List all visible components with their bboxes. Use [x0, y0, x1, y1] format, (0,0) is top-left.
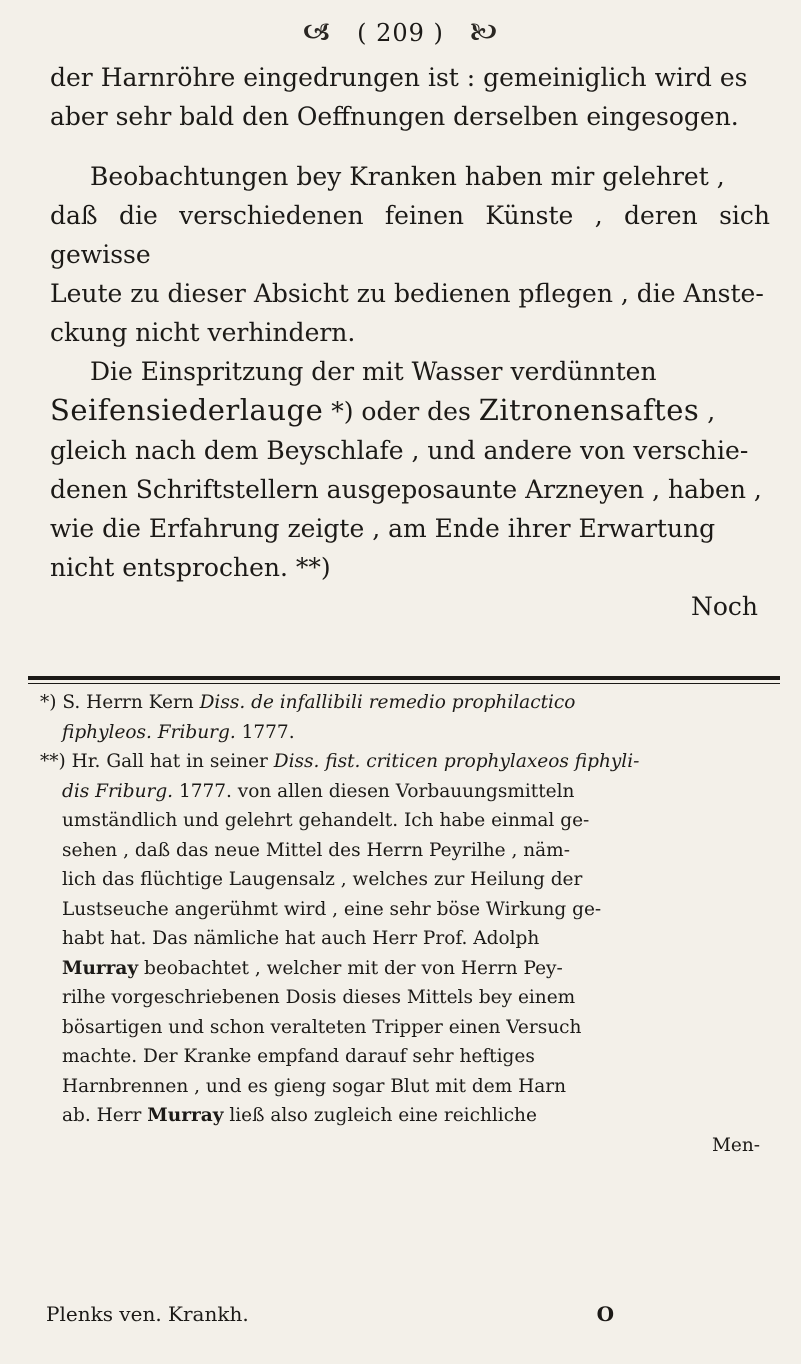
- text-fragment: ,: [699, 397, 716, 426]
- text-line: Die Einspritzung der mit Wasser verdünnten: [90, 357, 657, 386]
- text-line: habt hat. Das nämliche hat auch Herr Prof. Adolph: [62, 928, 540, 949]
- footnote-1: [40, 688, 770, 747]
- emphasized-term: Zitronensaftes: [478, 393, 700, 427]
- signature-line: [46, 1302, 764, 1326]
- text-line: sehen , daß das neue Mittel des Herrn Peyrilhe , näm-: [62, 839, 570, 861]
- footnote-divider-thin: [28, 683, 780, 684]
- author-name: Murray: [62, 957, 139, 979]
- text-line: [50, 391, 770, 431]
- text-fragment: ab. Herr: [62, 1105, 148, 1126]
- signature-text: Plenks ven. Krankh.: [46, 1302, 249, 1326]
- author-name: Murray: [147, 1105, 224, 1126]
- text-line: wie die Erfahrung zeigte , am Ende ihrer Erwartung: [50, 514, 716, 543]
- text-line: nicht entsprochen. **): [50, 553, 331, 582]
- text-line: ckung nicht verhindern.: [50, 318, 356, 347]
- signature-mark: O: [596, 1302, 614, 1326]
- running-header: [0, 14, 801, 58]
- text-line: Harnbrennen , und es gieng sogar Blut mit dem Harn: [62, 1075, 566, 1097]
- left-ornament-icon: 🙦: [302, 18, 332, 48]
- right-ornament-icon: 🙤: [469, 18, 499, 48]
- text-line: rilhe vorgeschriebenen Dosis dieses Mittels bey einem: [62, 987, 576, 1008]
- title-italic: dis Friburg.: [62, 780, 174, 802]
- emphasized-term: Seifensiederlauge: [50, 393, 324, 427]
- author-name: Kern: [148, 692, 194, 713]
- catchword: Noch: [690, 592, 758, 621]
- text-line: Leute zu dieser Absicht zu bedienen pflegen , die Anste-: [50, 279, 764, 308]
- text-fragment: *) S. Herrn: [40, 692, 149, 713]
- text-line: der Harnröhre eingedrungen ist : gemeiniglich wird es: [50, 63, 748, 92]
- text-line: denen Schriftstellern ausgeposaunte Arzneyen , haben ,: [50, 475, 762, 504]
- text-line: lich das flüchtige Laugensalz , welches zur Heilung der: [62, 869, 583, 890]
- text-line: bösartigen und schon veralteten Tripper einen Versuch: [62, 1016, 582, 1038]
- text-line: daß die verschiedenen feinen Künste , deren sich gewisse: [50, 201, 770, 269]
- text-fragment: 1777. von allen diesen Vorbauungsmitteln: [173, 780, 575, 802]
- text-line: machte. Der Kranke empfand darauf sehr heftiges: [62, 1046, 535, 1067]
- main-text: [50, 58, 770, 626]
- footnote-divider: [28, 676, 780, 680]
- title-italic: Diss. fist. criticen prophylaxeos fiphyli-: [273, 751, 640, 772]
- text-line: umständlich und gelehrt gehandelt. Ich habe einmal ge-: [62, 810, 590, 831]
- text-line: aber sehr bald den Oeffnungen derselben eingesogen.: [50, 102, 739, 131]
- page-number: ( 209 ): [357, 19, 444, 47]
- text-fragment: hat in seiner: [143, 751, 274, 772]
- text-fragment: beobachtet , welcher mit der von Herrn Pey-: [138, 957, 563, 979]
- author-name: Gall: [106, 751, 144, 772]
- year: 1777.: [235, 721, 295, 743]
- title-italic: Diss. de infallibili remedio prophilactico: [193, 692, 576, 713]
- text-line: gleich nach dem Beyschlafe , und andere von verschie-: [50, 436, 749, 465]
- footnotes: [40, 688, 770, 1160]
- title-italic: fiphyleos. Friburg.: [62, 721, 236, 743]
- text-line: Lustseuche angerühmt wird , eine sehr böse Wirkung ge-: [62, 898, 602, 920]
- footnote-2: [40, 747, 770, 1131]
- text-fragment: ließ also zugleich eine reichliche: [223, 1105, 537, 1126]
- text-fragment: *) oder des: [323, 397, 479, 426]
- footnote-catchword: Men-: [711, 1134, 760, 1156]
- text-fragment: **) Hr.: [40, 751, 107, 772]
- text-line: Beobachtungen bey Kranken haben mir gelehret ,: [90, 162, 725, 191]
